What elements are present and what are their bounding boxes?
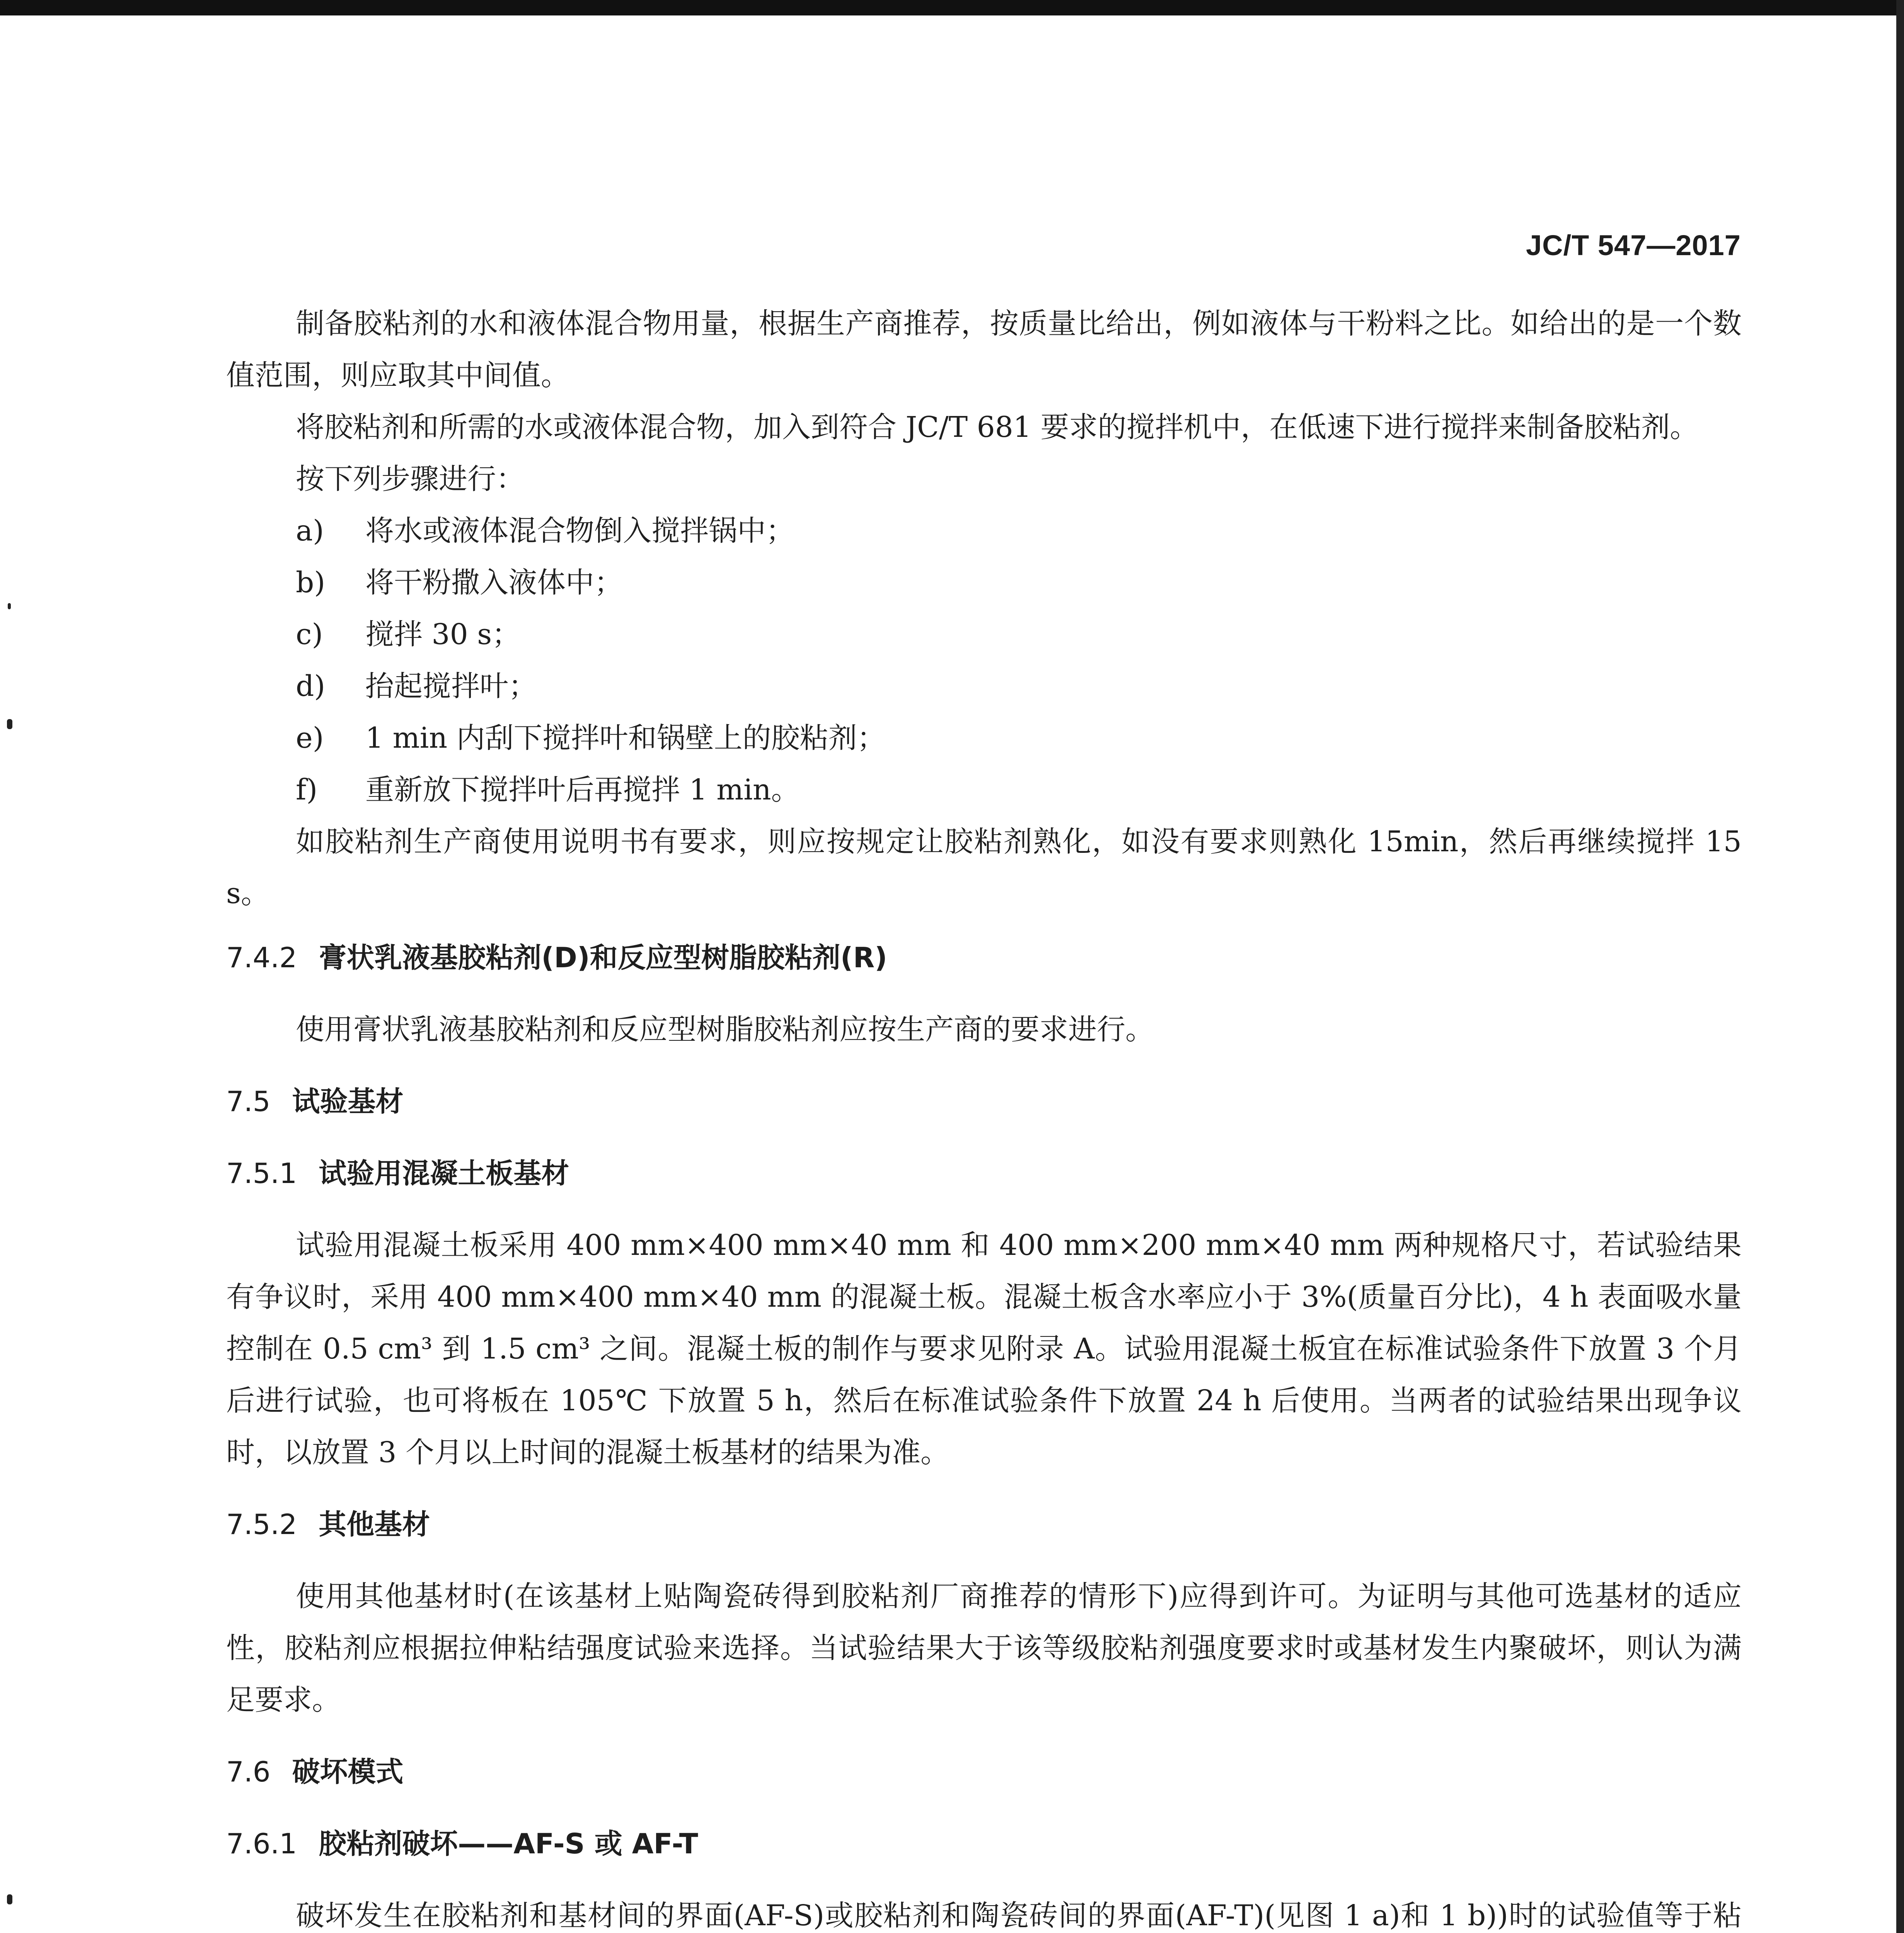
- scan-border-top: [0, 0, 1904, 15]
- section-number: 7.5.1: [226, 1157, 297, 1190]
- paragraph: 试验用混凝土板采用 400 mm×400 mm×40 mm 和 400 mm×200 mm×40 mm 两种规格尺寸，若试验结果有争议时，采用 400 mm×400 mm×40 mm 的混凝土板。混凝土板含水率应小于 3%(质量百分比)，4 h 表面吸水量控制在 0.5 cm³ 到 1.5 cm³ 之间。混凝土板的制作与要求见附录 A。试验用混凝土板宜在标准试验条件下放置 3 个月后进行试验，也可将板在 105℃ 下放置 5 h，然后在标准试验条件下放置 24 h 后使用。当两者的试验结果出现争议时，以放置 3 个月以上时间的混凝土板基材的结果为准。: [226, 1229, 1742, 1469]
- paragraph: 制备胶粘剂的水和液体混合物用量，根据生产商推荐，按质量比给出，例如液体与干粉料之比。如给出的是一个数值范围，则应取其中间值。: [226, 307, 1742, 392]
- section-number: 7.6: [226, 1756, 271, 1788]
- section-title: 胶粘剂破坏——AF-S 或 AF-T: [319, 1827, 698, 1860]
- section-title: 试验用混凝土板基材: [319, 1157, 569, 1190]
- list-item: [226, 712, 1742, 764]
- list-marker: b): [296, 566, 326, 599]
- section-title: 试验基材: [292, 1085, 404, 1118]
- paragraph: 使用膏状乳液基胶粘剂和反应型树脂胶粘剂应按生产商的要求进行。: [296, 1013, 1154, 1046]
- section-number: 7.4.2: [226, 941, 297, 974]
- list-text: 抬起搅拌叶；: [365, 670, 537, 703]
- list-item: [226, 557, 1742, 609]
- list-item: [226, 505, 1742, 557]
- paragraph: 如胶粘剂生产商使用说明书有要求，则应按规定让胶粘剂熟化，如没有要求则熟化 15min，然后再继续搅拌 15 s。: [226, 825, 1742, 910]
- list-text: 搅拌 30 s；: [365, 618, 521, 651]
- list-marker: a): [296, 514, 324, 547]
- section-number: 7.5: [226, 1085, 271, 1118]
- paragraph: 将胶粘剂和所需的水或液体混合物，加入到符合 JC/T 681 要求的搅拌机中，在低速下进行搅拌来制备胶粘剂。: [296, 411, 1699, 444]
- list-marker: f): [296, 773, 318, 806]
- section-number: 7.6.1: [226, 1827, 297, 1860]
- list-item: [226, 660, 1742, 712]
- section-heading-7-6: [226, 1746, 1742, 1798]
- list-text: 重新放下搅拌叶后再搅拌 1 min。: [365, 773, 800, 806]
- section-heading-7-5: [226, 1076, 1742, 1127]
- scan-artifact-dot: [7, 1894, 12, 1904]
- section-number: 7.5.2: [226, 1508, 297, 1541]
- scan-border-right: [1896, 0, 1904, 1933]
- list-marker: e): [296, 721, 324, 755]
- paragraph: 破坏发生在胶粘剂和基材间的界面(AF-S)或胶粘剂和陶瓷砖间的界面(AF-T)(见图 1 a)和 1 b))时的试验值等于粘: [296, 1899, 1742, 1932]
- list-text: 将干粉撒入液体中；: [365, 566, 623, 599]
- section-heading-7-6-1: [226, 1818, 1742, 1870]
- list-marker: c): [296, 618, 323, 651]
- section-heading-7-5-1: [226, 1147, 1742, 1199]
- mixing-steps-list: [226, 505, 1742, 816]
- section-heading-7-4-2: [226, 932, 1742, 984]
- list-text: 将水或液体混合物倒入搅拌锅中；: [365, 514, 794, 547]
- section-title: 破坏模式: [292, 1756, 404, 1788]
- paragraph: 使用其他基材时(在该基材上贴陶瓷砖得到胶粘剂厂商推荐的情形下)应得到许可。为证明与其他可选基材的适应性，胶粘剂应根据拉伸粘结强度试验来选择。当试验结果大于该等级胶粘剂强度要求时或基材发生内聚破坏，则认为满足要求。: [226, 1580, 1742, 1717]
- list-marker: d): [296, 670, 326, 703]
- list-item: [226, 764, 1742, 816]
- paragraph: 按下列步骤进行：: [296, 462, 525, 496]
- scan-artifact-dot: [8, 603, 11, 609]
- list-text: 1 min 内刮下搅拌叶和锅壁上的胶粘剂；: [365, 721, 886, 755]
- list-item: [226, 609, 1742, 660]
- section-title: 膏状乳液基胶粘剂(D)和反应型树脂胶粘剂(R): [319, 941, 888, 974]
- standard-code: JC/T 547—2017: [1526, 229, 1741, 261]
- section-heading-7-5-2: [226, 1498, 1742, 1550]
- section-title: 其他基材: [319, 1508, 430, 1541]
- scan-artifact-dot: [7, 719, 12, 729]
- document-body: [226, 298, 1742, 1933]
